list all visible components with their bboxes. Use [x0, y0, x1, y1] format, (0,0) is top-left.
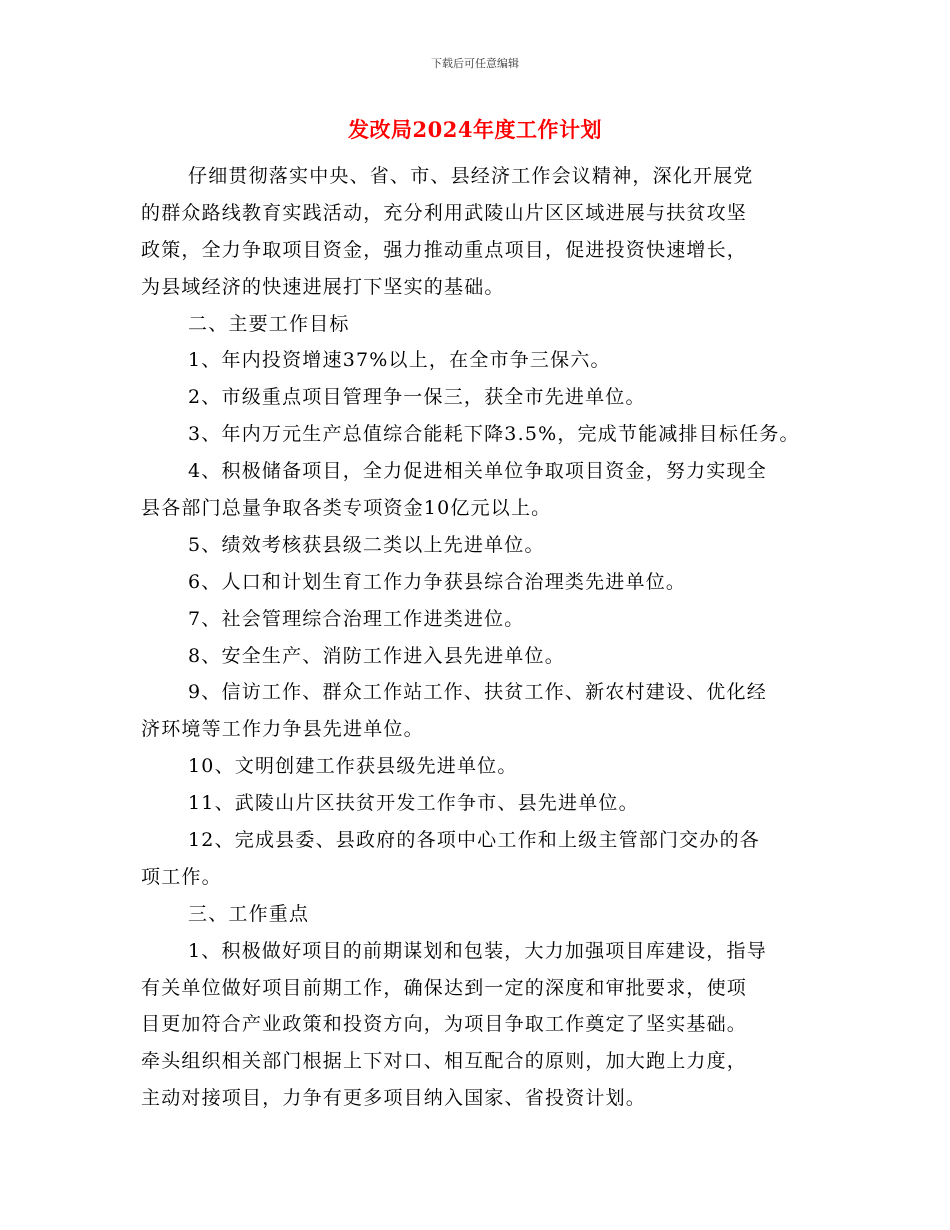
body-line: 10、文明创建工作获县级先进单位。 [188, 755, 518, 778]
body-line: 县各部门总量争取各类专项资金10亿元以上。 [141, 497, 552, 520]
body-line: 1、积极做好项目的前期谋划和包装，大力加强项目库建设，指导 [188, 939, 767, 962]
body-line: 9、信访工作、群众工作站工作、扶贫工作、新农村建设、优化经 [188, 681, 767, 704]
document-title: 发改局2024年度工作计划 [348, 117, 602, 142]
body-line: 主动对接项目，力争有更多项目纳入国家、省投资计划。 [141, 1087, 647, 1110]
body-line: 6、人口和计划生育工作力争获县综合治理类先进单位。 [188, 570, 687, 593]
body-line: 12、完成县委、县政府的各项中心工作和上级主管部门交办的各 [188, 829, 760, 852]
body-line: 7、社会管理综合治理工作进类进位。 [188, 607, 525, 630]
body-line: 项工作。 [141, 865, 222, 888]
header-note: 下载后可任意编辑 [431, 57, 519, 70]
body-line: 8、安全生产、消防工作进入县先进单位。 [188, 644, 565, 667]
body-line: 为县域经济的快速进展打下坚实的基础。 [141, 275, 505, 298]
body-line: 牵头组织相关部门根据上下对口、相互配合的原则，加大跑上力度， [141, 1050, 748, 1073]
body-line: 政策，全力争取项目资金，强力推动重点项目，促进投资快速增长， [141, 238, 748, 261]
body-line: 5、绩效考核获县级二类以上先进单位。 [188, 533, 545, 556]
body-line: 4、积极储备项目，全力促进相关单位争取项目资金，努力实现全 [188, 460, 767, 483]
body-line: 有关单位做好项目前期工作，确保达到一定的深度和审批要求，使项 [141, 976, 748, 999]
body-line: 11、武陵山片区扶贫开发工作争市、县先进单位。 [188, 792, 639, 815]
body-line: 目更加符合产业政策和投资方向，为项目争取工作奠定了坚实基础。 [141, 1013, 748, 1036]
body-line: 济环境等工作力争县先进单位。 [141, 718, 424, 741]
body-line: 的群众路线教育实践活动，充分利用武陵山片区区域进展与扶贫攻坚 [141, 201, 748, 224]
body-line: 2、市级重点项目管理争一保三，获全市先进单位。 [188, 386, 646, 409]
document-body [141, 158, 831, 1117]
section-heading: 三、工作重点 [188, 902, 310, 925]
body-line: 仔细贯彻落实中央、省、市、县经济工作会议精神，深化开展党 [188, 165, 754, 187]
body-line: 1、年内投资增速37%以上，在全市争三保六。 [188, 349, 611, 372]
section-heading: 二、主要工作目标 [188, 312, 350, 335]
body-line: 3、年内万元生产总值综合能耗下降3.5%，完成节能减排目标任务。 [188, 423, 800, 446]
